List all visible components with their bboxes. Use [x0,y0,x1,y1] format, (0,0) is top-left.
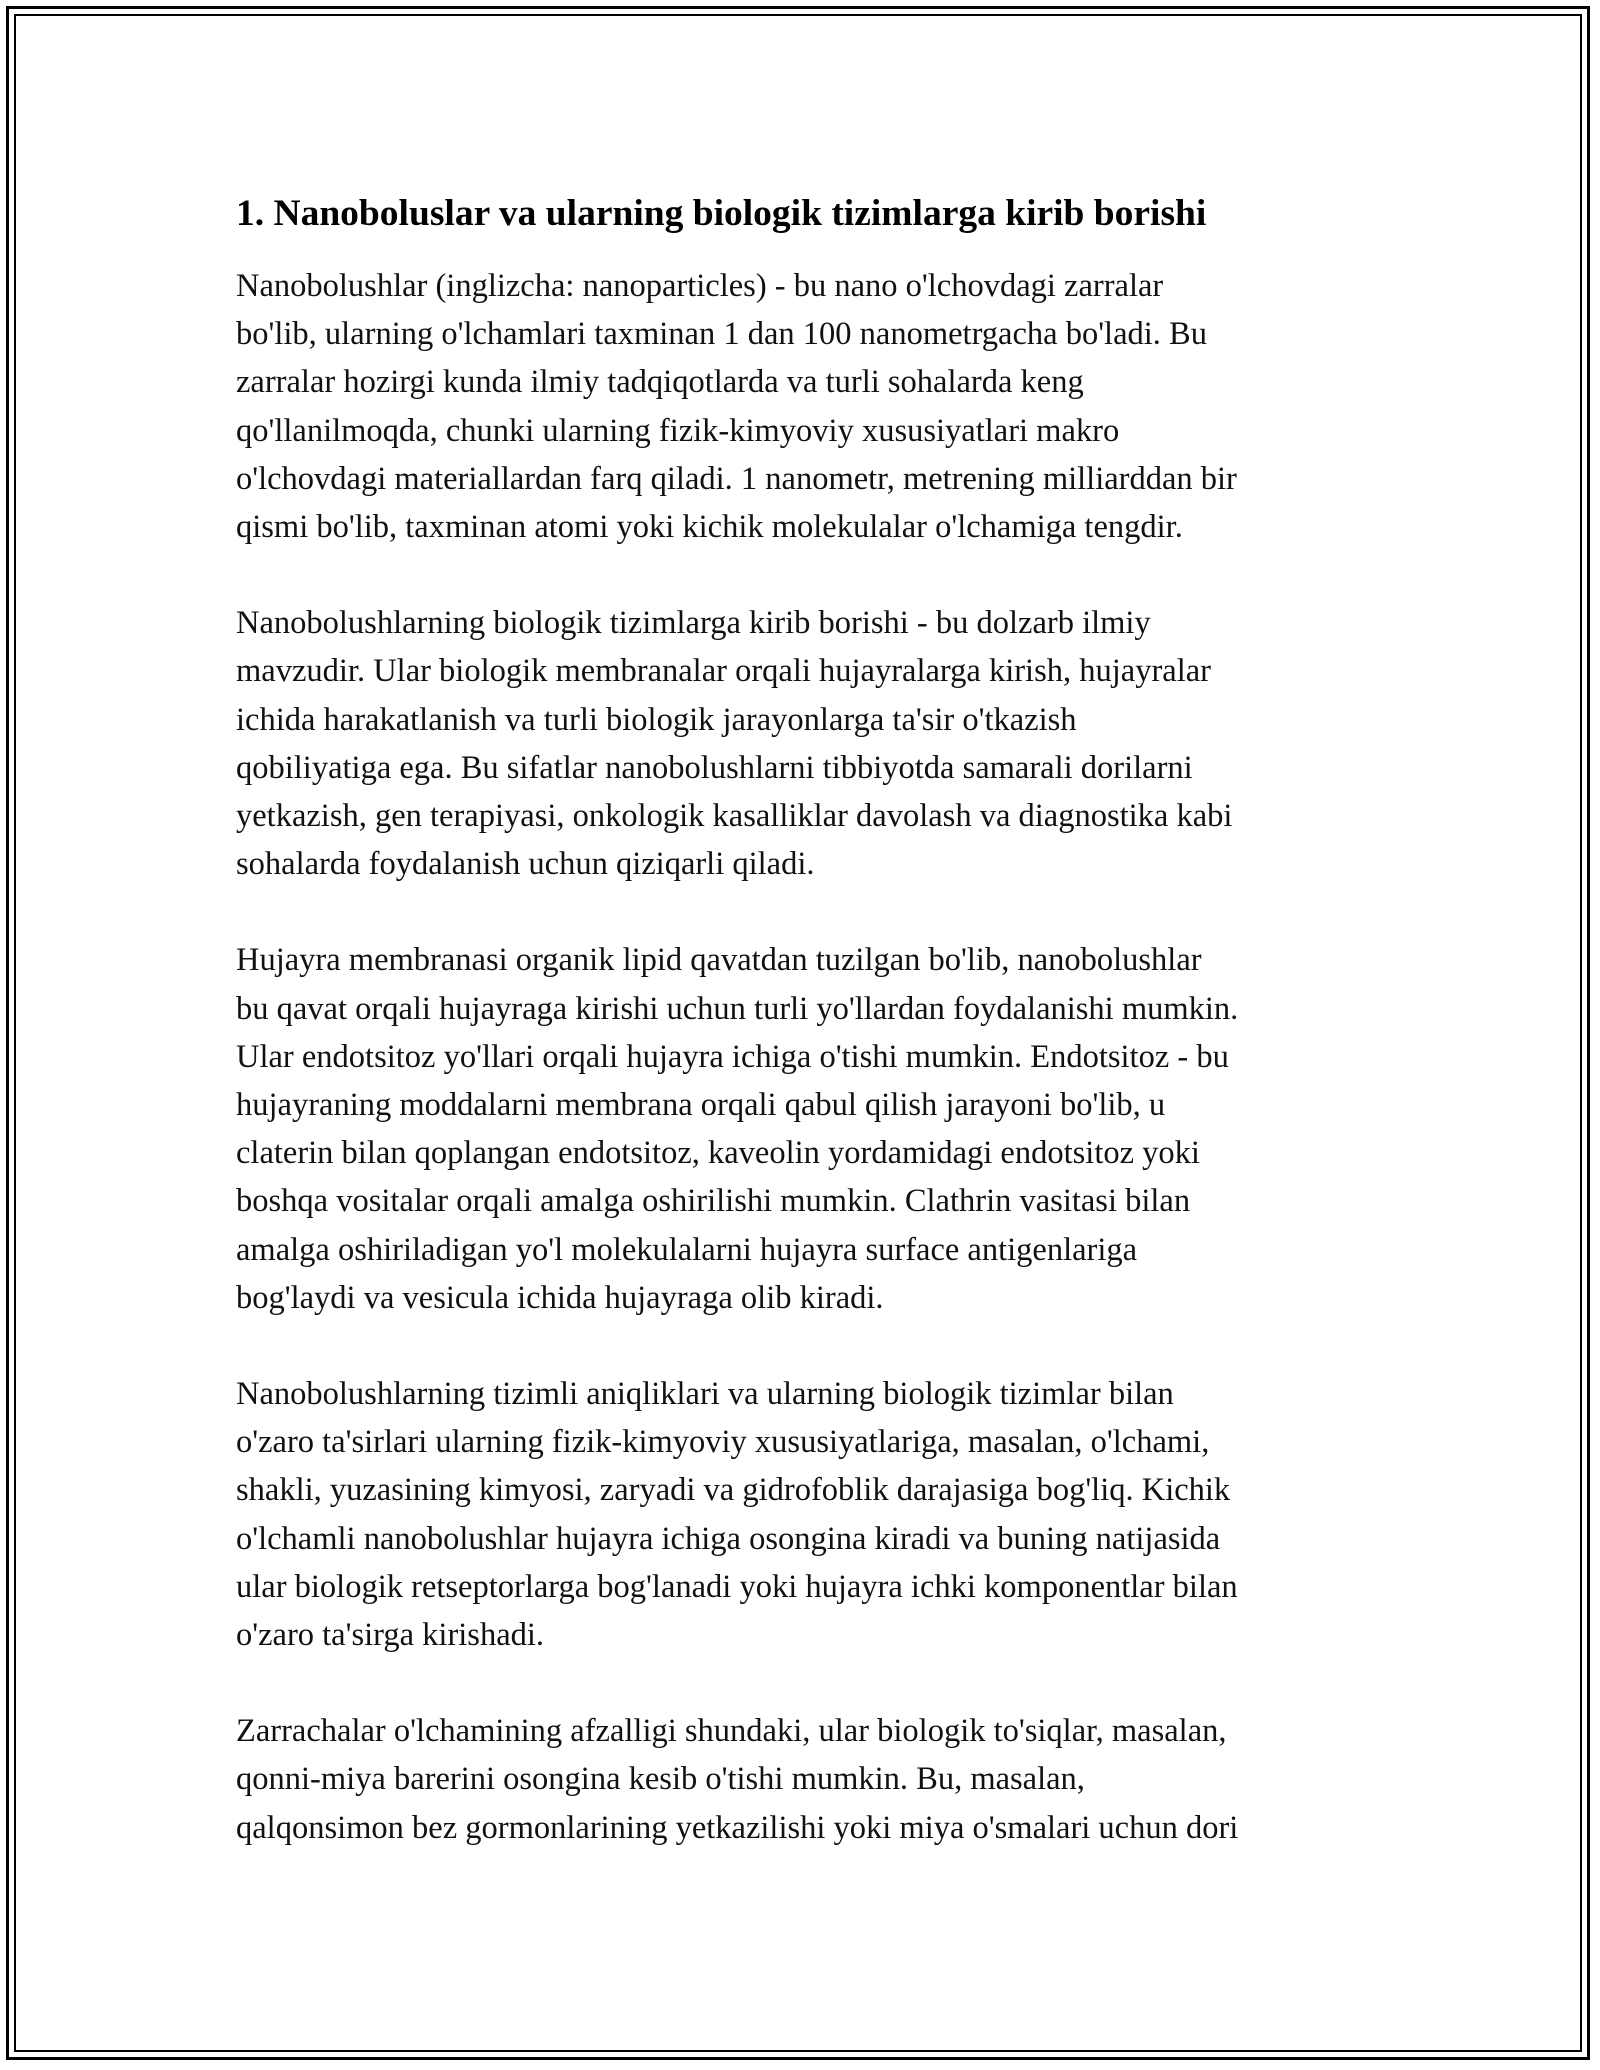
paragraph-line: shakli, yuzasining kimyosi, zaryadi va gidrofoblik darajasiga bog'liq. Kichik [236,1472,1231,1509]
paragraph-line: boshqa vositalar orqali amalga oshirilishi mumkin. Clathrin vasitasi bilan [236,1183,1191,1220]
paragraph-line: qalqonsimon bez gormonlarining yetkazilishi yoki miya o'smalari uchun dori [236,1809,1239,1846]
paragraph-2 [236,599,1376,888]
paragraph-line: amalga oshiriladigan yo'l molekulalarni hujayra surface antigenlariga [236,1231,1138,1268]
paragraph-line: Nanobolushlar (inglizcha: nanoparticles) - bu nano o'lchovdagi zarralar [236,268,1164,304]
paragraph-line: qo'llanilmoqda, chunki ularning fizik-kimyoviy xususiyatlari makro [236,412,1120,449]
paragraph-line: claterin bilan qoplangan endotsitoz, kaveolin yordamidagi endotsitoz yoki [236,1135,1200,1172]
paragraph-line: o'lchamli nanobolushlar hujayra ichiga osongina kiradi va buning natijasida [236,1520,1221,1557]
paragraph-line: hujayraning moddalarni membrana orqali qabul qilish jarayoni bo'lib, u [236,1087,1166,1124]
paragraph-line: ular biologik retseptorlarga bog'lanadi yoki hujayra ichki komponentlar bilan [236,1568,1238,1605]
paragraph-4 [236,1370,1376,1659]
paragraph-line: bo'lib, ularning o'lchamlari taxminan 1 dan 100 nanometrgacha bo'ladi. Bu [236,316,1207,353]
paragraph-line: yetkazish, gen terapiyasi, onkologik kasalliklar davolash va diagnostika kabi [236,798,1233,835]
paragraph-line: Zarrachalar o'lchamining afzalligi shundaki, ular biologik to'siqlar, masalan, [236,1713,1227,1750]
paragraph-line: qismi bo'lib, taxminan atomi yoki kichik molekulalar o'lchamiga tengdir. [236,509,1183,546]
paragraph-line: qobiliyatiga ega. Bu sifatlar nanobolushlarni tibbiyotda samarali dorilarni [236,749,1193,786]
document-body [236,186,1376,1900]
paragraph-line: Nanobolushlarning biologik tizimlarga kirib borishi - bu dolzarb ilmiy [236,605,1151,642]
paragraph-line: Ular endotsitoz yo'llari orqali hujayra ichiga o'tishi mumkin. Endotsitoz - bu [236,1038,1229,1075]
paragraph-3 [236,936,1376,1322]
paragraph-line: o'zaro ta'sirlari ularning fizik-kimyoviy xususiyatlariga, masalan, o'lchami, [236,1424,1210,1461]
paragraph-5 [236,1707,1376,1852]
paragraph-1 [236,262,1376,551]
paragraph-line: Hujayra membranasi organik lipid qavatdan tuzilgan bo'lib, nanobolushlar [236,942,1202,979]
paragraph-line: mavzudir. Ular biologik membranalar orqali hujayralarga kirish, hujayralar [236,653,1211,690]
paragraph-line: Nanobolushlarning tizimli aniqliklari va ularning biologik tizimlar bilan [236,1376,1174,1413]
paragraph-line: o'zaro ta'sirga kirishadi. [236,1617,545,1654]
paragraph-line: sohalarda foydalanish uchun qiziqarli qiladi. [236,846,815,883]
paragraph-line: bu qavat orqali hujayraga kirishi uchun turli yo'llardan foydalanishi mumkin. [236,990,1239,1027]
paragraph-line: o'lchovdagi materiallardan farq qiladi. 1 nanometr, metrening milliarddan bir [236,460,1237,497]
paragraph-line: bog'laydi va vesicula ichida hujayraga olib kiradi. [236,1279,884,1316]
paragraph-line: ichida harakatlanish va turli biologik jarayonlarga ta'sir o'tkazish [236,701,1077,738]
section-heading: 1. Nanoboluslar va ularning biologik tizimlarga kirib borishi [236,193,1207,234]
paragraph-line: zarralar hozirgi kunda ilmiy tadqiqotlarda va turli sohalarda keng [236,364,1084,401]
paragraph-line: qonni-miya barerini osongina kesib o'tishi mumkin. Bu, masalan, [236,1761,1085,1798]
